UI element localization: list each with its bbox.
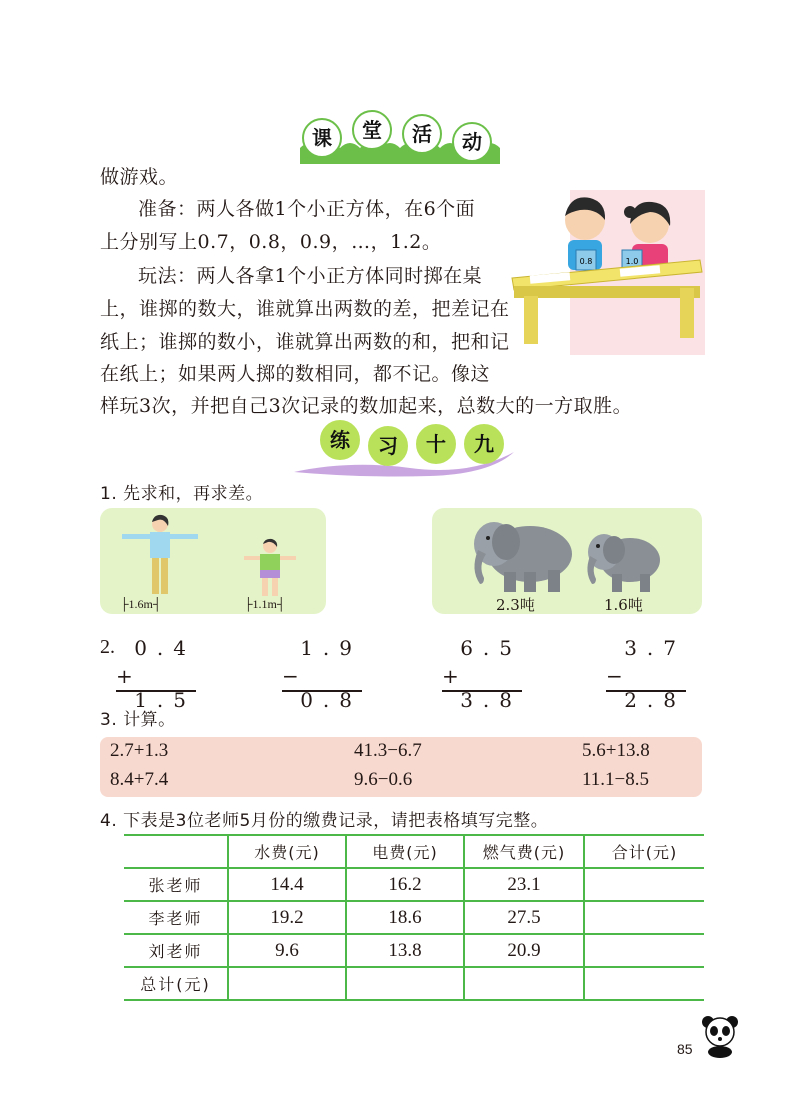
activity-intro: 做游戏。	[100, 166, 179, 188]
adult-armspan-figure	[120, 514, 200, 600]
cell-gas: 27.5	[464, 901, 584, 934]
q2-p3-op: +	[442, 664, 469, 688]
activity-prep-2: 上分别写上0.7，0.8，0.9，…，1.2。	[100, 231, 442, 253]
cell-power: 18.6	[346, 901, 464, 934]
arrow-left-icon: ├	[120, 597, 129, 611]
adult-span-value: 1.6m	[128, 597, 153, 611]
small-elephant	[582, 524, 666, 594]
child-span-label	[244, 597, 285, 612]
cell-power: 13.8	[346, 934, 464, 967]
activity-play-4: 在纸上；如果两人掷的数相同，都不记。像这	[100, 363, 491, 385]
q2-p4-op: −	[606, 664, 633, 688]
cell-gas: 20.9	[464, 934, 584, 967]
q3-item-3: 5.6+13.8	[582, 740, 650, 761]
q2-p1-bottom: 1.5	[134, 688, 196, 712]
q2-p2-bottom: 0.8	[300, 688, 362, 712]
fee-table	[124, 834, 704, 1001]
page-number: 85	[677, 1041, 693, 1057]
cube-right-label: 1.0	[625, 257, 639, 266]
q2-p1-top: 0.4	[134, 636, 196, 660]
banner-char-3: 活	[402, 114, 442, 154]
banner-char-4: 九	[464, 424, 504, 464]
banner-char-4: 动	[452, 122, 492, 162]
cell-total	[584, 934, 704, 967]
q2-problem-4	[606, 636, 686, 712]
cell-water	[228, 967, 346, 1000]
table-header-row	[124, 835, 704, 868]
exercise-banner	[290, 420, 520, 480]
arrow-right-icon: ┤	[276, 597, 286, 611]
activity-play-5: 样玩3次，并把自己3次记录的数加起来，总数大的一方取胜。	[100, 395, 633, 417]
q2-p2-op: −	[282, 664, 309, 688]
q2-p1-bottom-row	[116, 664, 196, 712]
q3-item-5: 9.6−0.6	[354, 769, 413, 790]
q2-problem-3	[442, 636, 522, 712]
q3-item-6: 11.1−8.5	[582, 769, 650, 790]
child-span-value: 1.1m	[252, 597, 277, 611]
activity-play-1: 玩法：两人各拿1个小正方体同时掷在桌	[138, 265, 483, 287]
cell-water: 19.2	[228, 901, 346, 934]
cell-gas	[464, 967, 584, 1000]
banner-char-3: 十	[416, 424, 456, 464]
cell-total	[584, 868, 704, 901]
table-row	[124, 934, 704, 967]
q4-prompt: 4. 下表是3位老师5月份的缴费记录，请把表格填写完整。	[100, 811, 549, 831]
q3-item-2: 41.3−6.7	[354, 740, 422, 761]
q2-p4-top: 3.7	[624, 636, 686, 660]
row-name: 总计(元)	[124, 967, 228, 1000]
cell-total	[584, 901, 704, 934]
panda-icon	[700, 1014, 740, 1058]
q1-prompt: 1. 先求和，再求差。	[100, 484, 264, 504]
arrow-right-icon: ┤	[152, 597, 162, 611]
activity-banner	[290, 110, 510, 170]
q3-item-1: 2.7+1.3	[110, 740, 169, 761]
children-desk-illustration	[510, 190, 705, 355]
header-power: 电费(元)	[346, 835, 464, 868]
q2-p1-op: +	[116, 664, 143, 688]
cell-total	[584, 967, 704, 1000]
q2-p3-bottom: 3.8	[460, 688, 522, 712]
q1-right-panel	[432, 508, 702, 614]
table-row-total	[124, 967, 704, 1000]
banner-char-2: 习	[368, 426, 408, 466]
banner-char-2: 堂	[352, 110, 392, 150]
cell-power	[346, 967, 464, 1000]
header-gas: 燃气费(元)	[464, 835, 584, 868]
cell-water: 9.6	[228, 934, 346, 967]
q2-p4-bottom-row	[606, 664, 686, 712]
row-name: 刘老师	[124, 934, 228, 967]
header-water: 水费(元)	[228, 835, 346, 868]
row-name: 张老师	[124, 868, 228, 901]
cell-power: 16.2	[346, 868, 464, 901]
header-cell-empty	[124, 835, 228, 868]
cell-gas: 23.1	[464, 868, 584, 901]
header-total: 合计(元)	[584, 835, 704, 868]
q2-p3-top: 6.5	[460, 636, 522, 660]
q3-item-4: 8.4+7.4	[110, 769, 169, 790]
activity-play-3: 纸上；谁掷的数小，谁就算出两数的和，把和记	[100, 331, 510, 353]
q2-problem-1	[116, 636, 196, 712]
table-row	[124, 901, 704, 934]
q1-left-panel	[100, 508, 326, 614]
cube-left-label: 0.8	[579, 257, 593, 266]
banner-char-1: 课	[302, 118, 342, 158]
cell-water: 14.4	[228, 868, 346, 901]
q2-p2-top: 1.9	[300, 636, 362, 660]
q3-calc-box	[100, 737, 702, 797]
q2-p3-bottom-row	[442, 664, 522, 712]
q2-number: 2.	[100, 636, 115, 658]
activity-play-2: 上，谁掷的数大，谁就算出两数的差，把差记在	[100, 298, 510, 320]
banner-char-1: 练	[320, 420, 360, 460]
row-name: 李老师	[124, 901, 228, 934]
q3-prompt: 3. 计算。	[100, 710, 176, 730]
big-elephant	[468, 514, 578, 594]
q2-p4-bottom: 2.8	[624, 688, 686, 712]
activity-prep-1: 准备：两人各做1个小正方体，在6个面	[138, 198, 476, 220]
table-row	[124, 868, 704, 901]
child-armspan-figure	[242, 538, 298, 600]
small-elephant-weight: 1.6吨	[604, 596, 643, 614]
q2-problem-2	[282, 636, 362, 712]
big-elephant-weight: 2.3吨	[496, 596, 535, 614]
arrow-left-icon: ├	[244, 597, 253, 611]
q2-p2-bottom-row	[282, 664, 362, 712]
adult-span-label	[120, 597, 161, 612]
